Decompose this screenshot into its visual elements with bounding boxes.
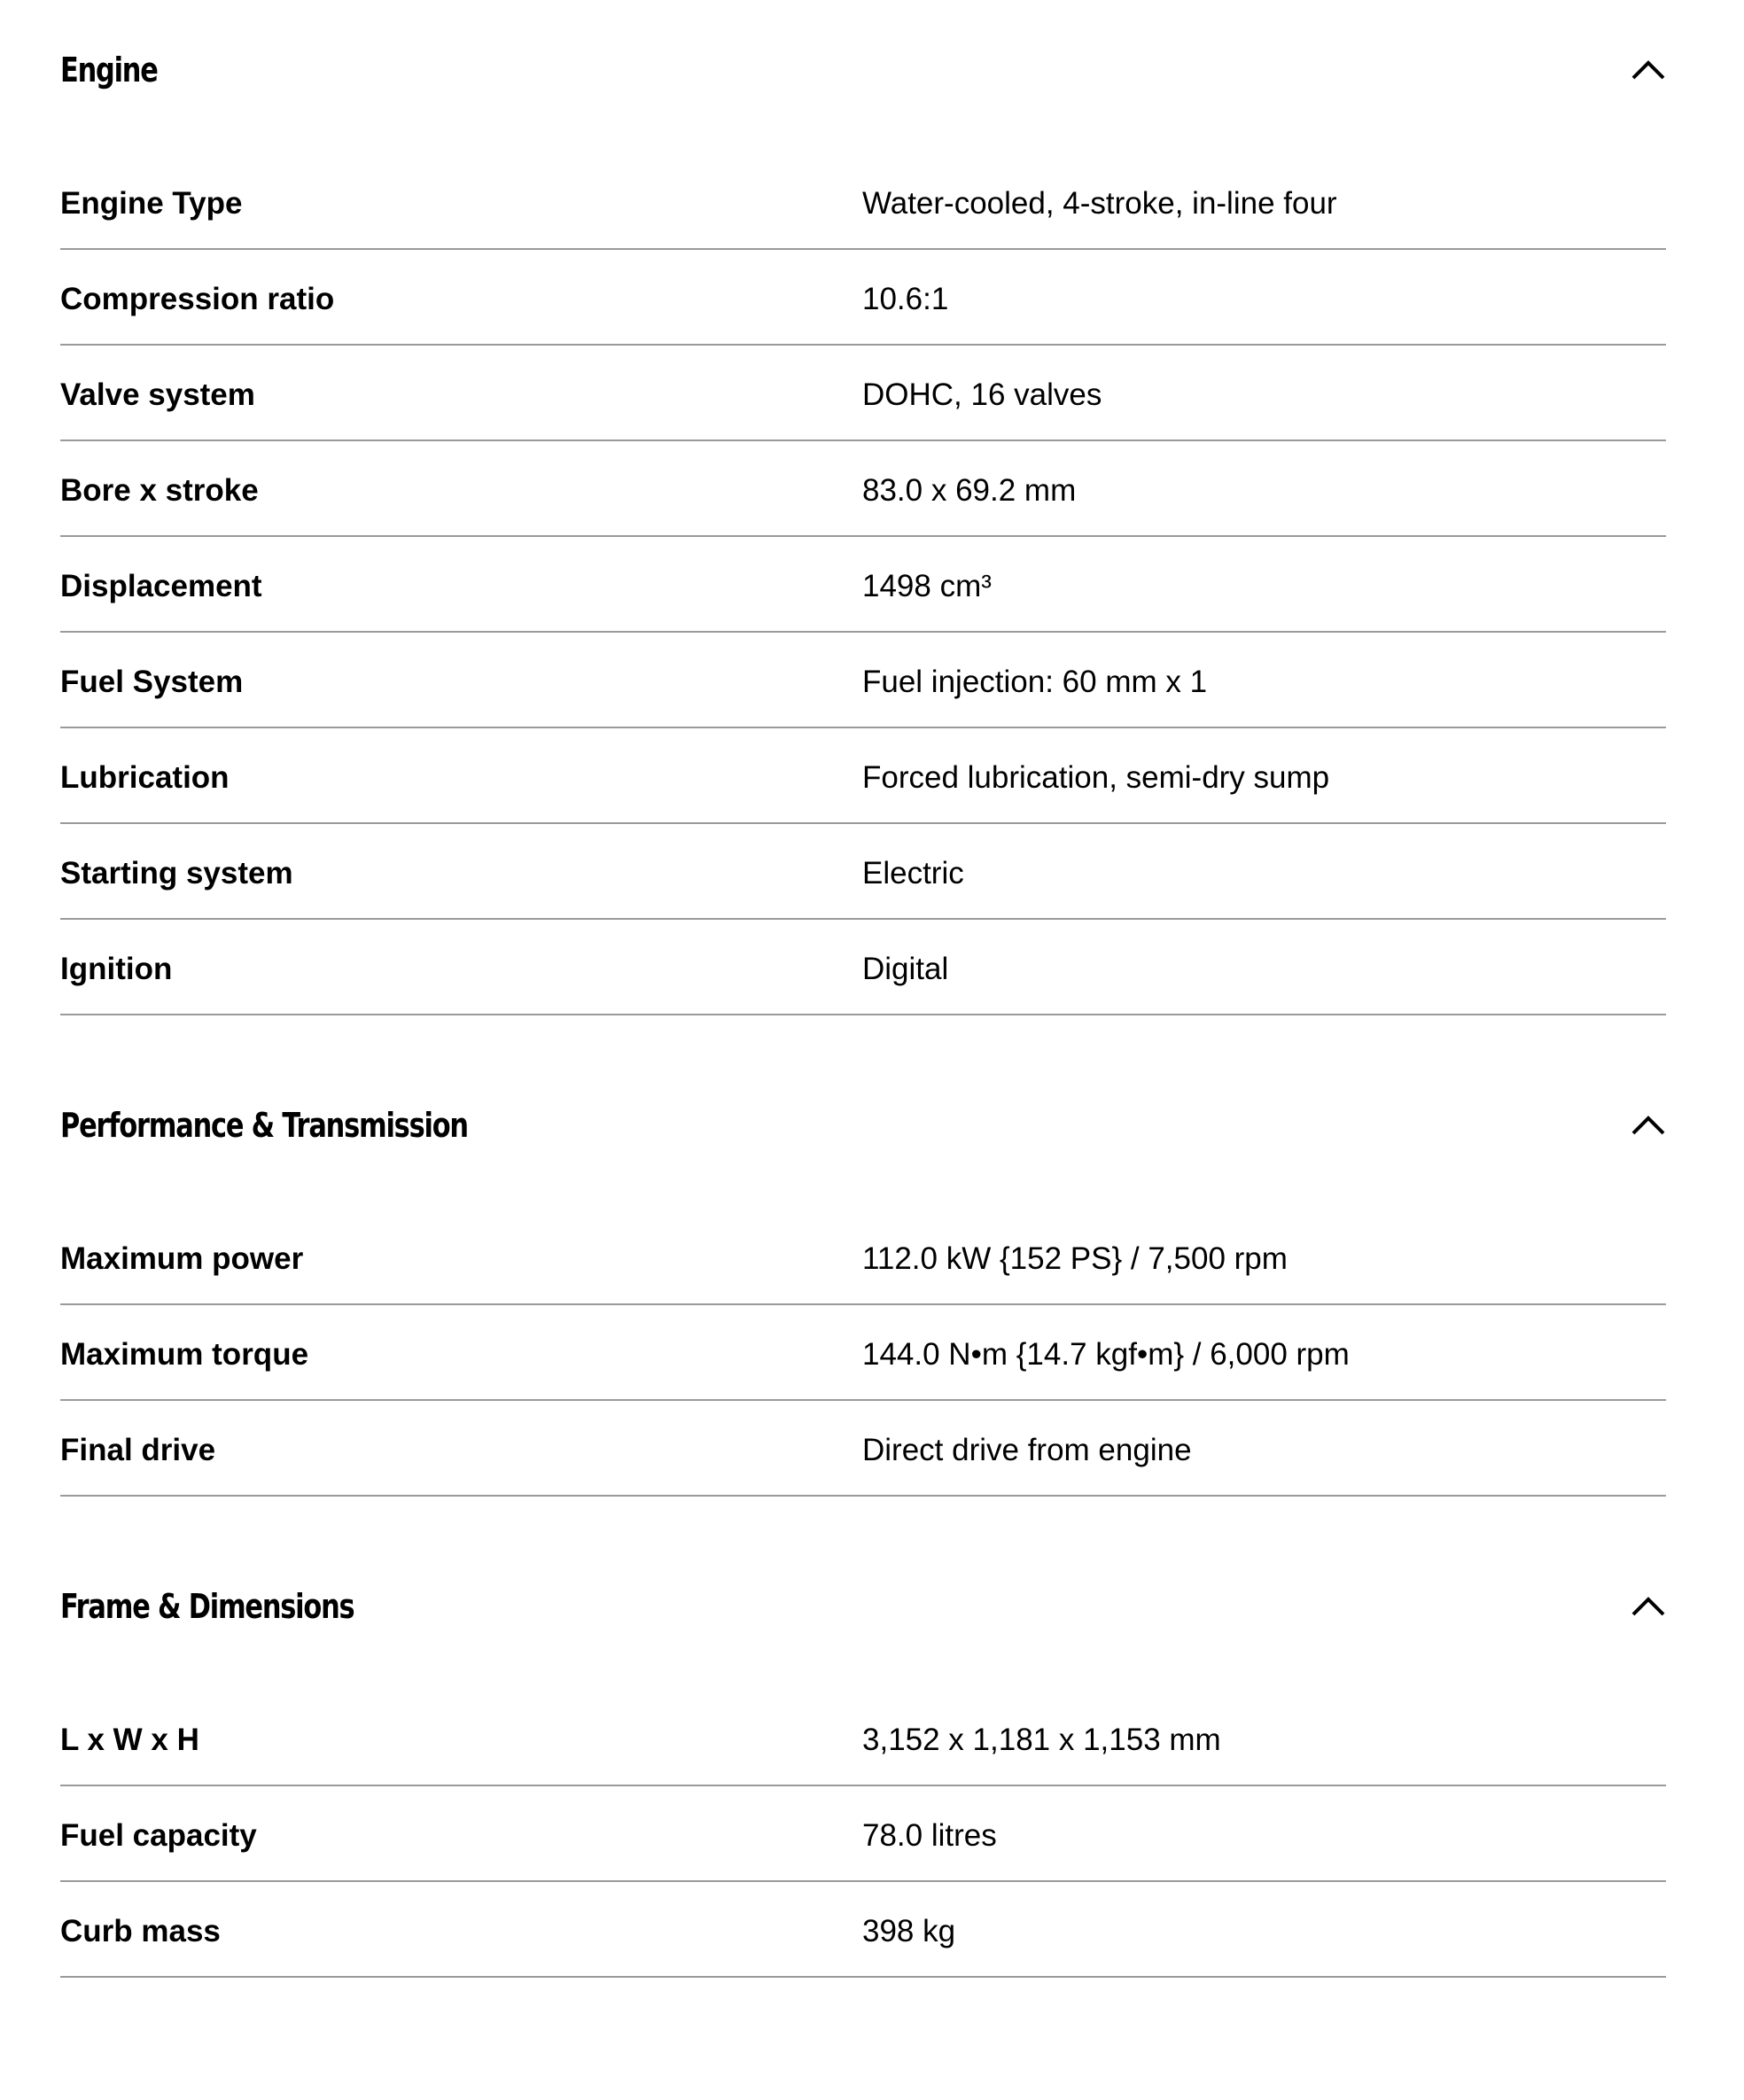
section-header-engine[interactable] <box>60 35 1666 105</box>
chevron-up-icon[interactable] <box>1631 1108 1666 1143</box>
spec-rows <box>60 1706 1666 1978</box>
spec-label: L x W x H <box>60 1723 199 1757</box>
spec-accordion <box>60 0 1666 1978</box>
spec-value: 78.0 litres <box>862 1818 997 1853</box>
spec-row <box>60 824 1666 920</box>
spec-rows <box>60 1225 1666 1497</box>
spec-value: Direct drive from engine <box>862 1433 1192 1467</box>
spec-label: Valve system <box>60 377 255 412</box>
spec-row <box>60 346 1666 441</box>
spec-row <box>60 1225 1666 1305</box>
spec-value: 112.0 kW {152 PS} / 7,500 rpm <box>862 1241 1288 1276</box>
spec-value: DOHC, 16 valves <box>862 377 1102 412</box>
spec-label: Final drive <box>60 1433 216 1467</box>
spec-row <box>60 1401 1666 1497</box>
spec-label: Bore x stroke <box>60 473 259 508</box>
section-header-performance[interactable] <box>60 1091 1666 1160</box>
spec-label: Maximum torque <box>60 1337 309 1372</box>
section-engine <box>60 0 1666 1015</box>
spec-label: Starting system <box>60 856 293 891</box>
spec-row <box>60 250 1666 346</box>
section-title: Frame & Dimensions <box>60 1587 354 1626</box>
spec-row <box>60 728 1666 824</box>
spec-label: Engine Type <box>60 186 243 221</box>
spec-value: Electric <box>862 856 964 891</box>
section-frame <box>60 1497 1666 1978</box>
chevron-up-icon[interactable] <box>1631 52 1666 88</box>
spec-rows <box>60 169 1666 1015</box>
spec-value: Fuel injection: 60 mm x 1 <box>862 665 1208 699</box>
spec-value: 144.0 N•m {14.7 kgf•m} / 6,000 rpm <box>862 1337 1350 1372</box>
spec-value: Forced lubrication, semi-dry sump <box>862 760 1330 795</box>
spec-value: 83.0 x 69.2 mm <box>862 473 1077 508</box>
spec-value: 398 kg <box>862 1914 956 1948</box>
spec-row <box>60 169 1666 250</box>
spec-label: Lubrication <box>60 760 230 795</box>
chevron-up-icon[interactable] <box>1631 1589 1666 1624</box>
spec-label: Curb mass <box>60 1914 221 1948</box>
spec-row <box>60 633 1666 728</box>
section-header-frame[interactable] <box>60 1572 1666 1641</box>
spec-value: Digital <box>862 952 949 986</box>
spec-row <box>60 441 1666 537</box>
spec-row <box>60 1786 1666 1882</box>
spec-value: 3,152 x 1,181 x 1,153 mm <box>862 1723 1221 1757</box>
spec-label: Fuel capacity <box>60 1818 257 1853</box>
spec-value: 1498 cm³ <box>862 569 992 603</box>
spec-value: Water-cooled, 4-stroke, in-line four <box>862 186 1337 221</box>
spec-value: 10.6:1 <box>862 282 949 316</box>
spec-row <box>60 1305 1666 1401</box>
spec-row <box>60 537 1666 633</box>
section-title: Engine <box>60 51 158 89</box>
section-title: Performance & Transmission <box>60 1106 468 1145</box>
spec-row <box>60 1706 1666 1786</box>
spec-label: Displacement <box>60 569 262 603</box>
spec-label: Maximum power <box>60 1241 304 1276</box>
section-performance <box>60 1015 1666 1497</box>
spec-row <box>60 1882 1666 1978</box>
spec-row <box>60 920 1666 1015</box>
spec-label: Ignition <box>60 952 173 986</box>
spec-label: Fuel System <box>60 665 244 699</box>
spec-label: Compression ratio <box>60 282 335 316</box>
